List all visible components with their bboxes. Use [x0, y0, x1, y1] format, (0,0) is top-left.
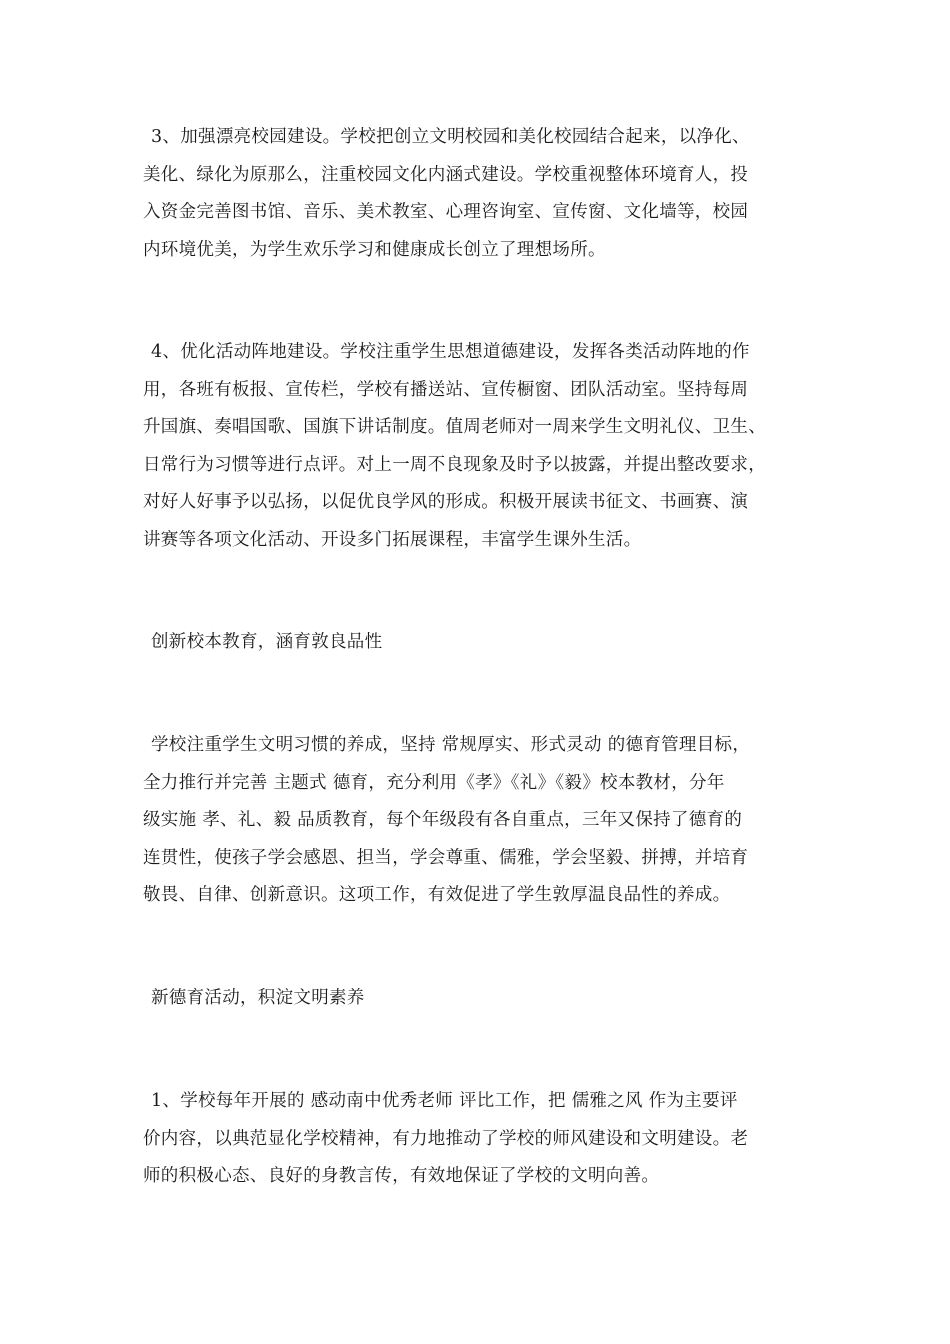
text-line: 级实施 孝、礼、毅 品质教育，每个年级段有各自重点，三年又保持了德育的 [143, 810, 743, 830]
section-heading-1 [143, 624, 813, 662]
text-line: 升国旗、奏唱国歌、国旗下讲话制度。值周老师对一周来学生文明礼仪、卫生、 [143, 417, 766, 437]
text-line: 全力推行并完善 主题式 德育，充分利用《孝》《礼》《毅》校本教材，分年 [143, 772, 725, 793]
text-line: 1、学校每年开展的 感动南中优秀老师 评比工作，把 儒雅之风 作为主要评 [151, 1091, 738, 1111]
text-line: 美化、绿化为原那么，注重校园文化内涵式建设。学校重视整体环境育人，投 [143, 164, 749, 185]
paragraph-3 [143, 119, 813, 269]
heading-text: 创新校本教育，涵育敦良品性 [151, 632, 383, 652]
text-line: 学校注重学生文明习惯的养成，坚持 常规厚实、形式灵动 的德育管理目标， [151, 735, 751, 755]
text-line: 敬畏、自律、创新意识。这项工作，有效促进了学生敦厚温良品性的养成。 [143, 885, 731, 905]
text-line: 3、加强漂亮校园建设。学校把创立文明校园和美化校园结合起来，以净化、 [151, 127, 750, 147]
paragraph-4 [143, 334, 813, 559]
text-line: 内环境优美，为学生欢乐学习和健康成长创立了理想场所。 [143, 239, 606, 260]
text-line: 4、优化活动阵地建设。学校注重学生思想道德建设，发挥各类活动阵地的作 [151, 342, 750, 362]
paragraph-6 [143, 1083, 813, 1196]
text-line: 连贯性，使孩子学会感恩、担当，学会尊重、儒雅，学会坚毅、拼搏，并培育 [143, 847, 749, 868]
text-line: 价内容，以典范显化学校精神，有力地推动了学校的师风建设和文明建设。老 [143, 1128, 749, 1149]
text-line: 讲赛等各项文化活动、开设多门拓展课程，丰富学生课外生活。 [143, 529, 642, 550]
text-line: 师的积极心态、良好的身教言传，有效地保证了学校的文明向善。 [143, 1166, 660, 1186]
section-heading-2 [143, 980, 813, 1018]
text-line: 日常行为习惯等进行点评。对上一周不良现象及时予以披露，并提出整改要求， [143, 454, 766, 475]
text-line: 入资金完善图书馆、音乐、美术教室、心理咨询室、宣传窗、文化墙等，校园 [143, 202, 749, 222]
text-line: 用，各班有板报、宣传栏，学校有播送站、宣传橱窗、团队活动室。坚持每周 [143, 379, 749, 400]
text-line: 对好人好事予以弘扬，以促优良学风的形成。积极开展读书征文、书画赛、演 [143, 492, 749, 512]
paragraph-5 [143, 727, 813, 915]
heading-text: 新德育活动，积淀文明素养 [151, 988, 365, 1008]
